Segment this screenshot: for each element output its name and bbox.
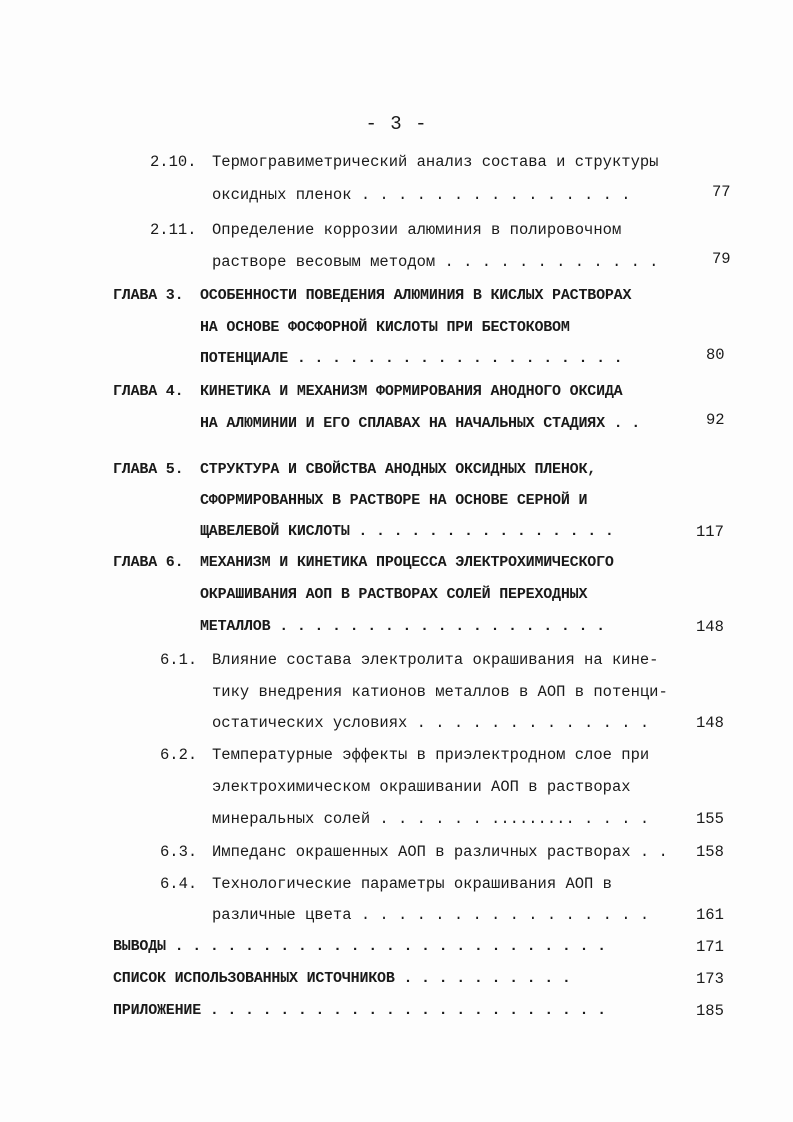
toc-entry-number: 6.1. [160,651,198,669]
toc-entry-title: СПИСОК ИСПОЛЬЗОВАННЫХ ИСТОЧНИКОВ . . . . . . . . . . [113,970,571,987]
toc-entry-page: 148 [696,618,724,636]
toc-entry-page: 92 [706,411,725,429]
toc-entry-title: Определение коррозии алюминия в полировочном [212,221,622,239]
toc-entry-title: МЕХАНИЗМ И КИНЕТИКА ПРОЦЕССА ЭЛЕКТРОХИМИЧЕСКОГО [200,554,614,571]
toc-entry-page: 185 [696,1002,724,1020]
toc-entry-title: ПРИЛОЖЕНИЕ . . . . . . . . . . . . . . . . . . . . . . . [113,1002,606,1019]
toc-entry-title: ОСОБЕННОСТИ ПОВЕДЕНИЯ АЛЮМИНИЯ В КИСЛЫХ РАСТВОРАХ [200,287,632,304]
toc-entry-title: Импеданс окрашенных АОП в различных растворах . . [212,843,668,861]
toc-entry-number: 6.4. [160,875,198,893]
toc-entry-title: ПОТЕНЦИАЛЕ . . . . . . . . . . . . . . . . . . . [200,350,623,367]
toc-entry-title: ВЫВОДЫ . . . . . . . . . . . . . . . . . . . . . . . . . [113,938,606,955]
toc-entry-title: НА АЛЮМИНИИ И ЕГО СПЛАВАХ НА НАЧАЛЬНЫХ СТАДИЯХ . . [200,415,641,432]
toc-entry-title: КИНЕТИКА И МЕХАНИЗМ ФОРМИРОВАНИЯ АНОДНОГО ОКСИДА [200,383,623,400]
toc-entry-page: 155 [696,810,724,828]
toc-entry-title: Технологические параметры окрашивания АОП в [212,875,612,893]
toc-entry-title: различные цвета . . . . . . . . . . . . . . . . [212,906,650,924]
toc-entry-title: МЕТАЛЛОВ . . . . . . . . . . . . . . . . . . . [200,618,605,635]
toc-entry-title: остатических условиях . . . . . . . . . . . . . [212,714,650,732]
toc-entry-page: 158 [696,843,724,861]
toc-entry-number: ГЛАВА 3. [113,287,184,304]
toc-entry-title: электрохимическом окрашивании АОП в растворах [212,778,631,796]
toc-entry-title: Температурные эффекты в приэлектродном слое при [212,746,650,764]
toc-entry-title: Термогравиметрический анализ состава и структуры [212,153,659,171]
toc-entry-number: ГЛАВА 4. [113,383,184,400]
toc-entry-number: 2.10. [150,153,197,171]
toc-entry-number: 2.11. [150,221,197,239]
toc-entry-title: ЩАВЕЛЕВОЙ КИСЛОТЫ . . . . . . . . . . . . . . . [200,523,614,540]
toc-entry-page: 173 [696,970,724,988]
toc-entry-page: 117 [696,523,724,541]
toc-entry-page: 80 [706,346,725,364]
toc-entry-title: тику внедрения катионов металлов в АОП в потенци- [212,683,668,701]
toc-entry-page: 171 [696,938,724,956]
toc-entry-number: ГЛАВА 6. [113,554,184,571]
toc-entry-title: СТРУКТУРА И СВОЙСТВА АНОДНЫХ ОКСИДНЫХ ПЛЕНОК, [200,461,597,478]
page-number: - 3 - [365,113,428,135]
toc-entry-number: 6.3. [160,843,198,861]
toc-entry-number: 6.2. [160,746,198,764]
toc-entry-title: СФОРМИРОВАННЫХ В РАСТВОРЕ НА ОСНОВЕ СЕРНОЙ И [200,492,588,509]
toc-entry-title: минеральных солей . . . . . . ......... . . . . [212,810,650,828]
toc-entry-title: оксидных пленок . . . . . . . . . . . . . . . [212,186,631,204]
toc-entry-page: 79 [712,250,731,268]
toc-entry-page: 161 [696,906,724,924]
toc-entry-page: 77 [712,183,731,201]
toc-entry-title: ОКРАШИВАНИЯ АОП В РАСТВОРАХ СОЛЕЙ ПЕРЕХОДНЫХ [200,586,588,603]
toc-entry-title: Влияние состава электролита окрашивания на кине- [212,651,659,669]
toc-entry-page: 148 [696,714,724,732]
toc-entry-number: ГЛАВА 5. [113,461,184,478]
toc-entry-title: НА ОСНОВЕ ФОСФОРНОЙ КИСЛОТЫ ПРИ БЕСТОКОВОМ [200,319,570,336]
toc-entry-title: растворе весовым методом . . . . . . . . . . . . [212,253,659,271]
